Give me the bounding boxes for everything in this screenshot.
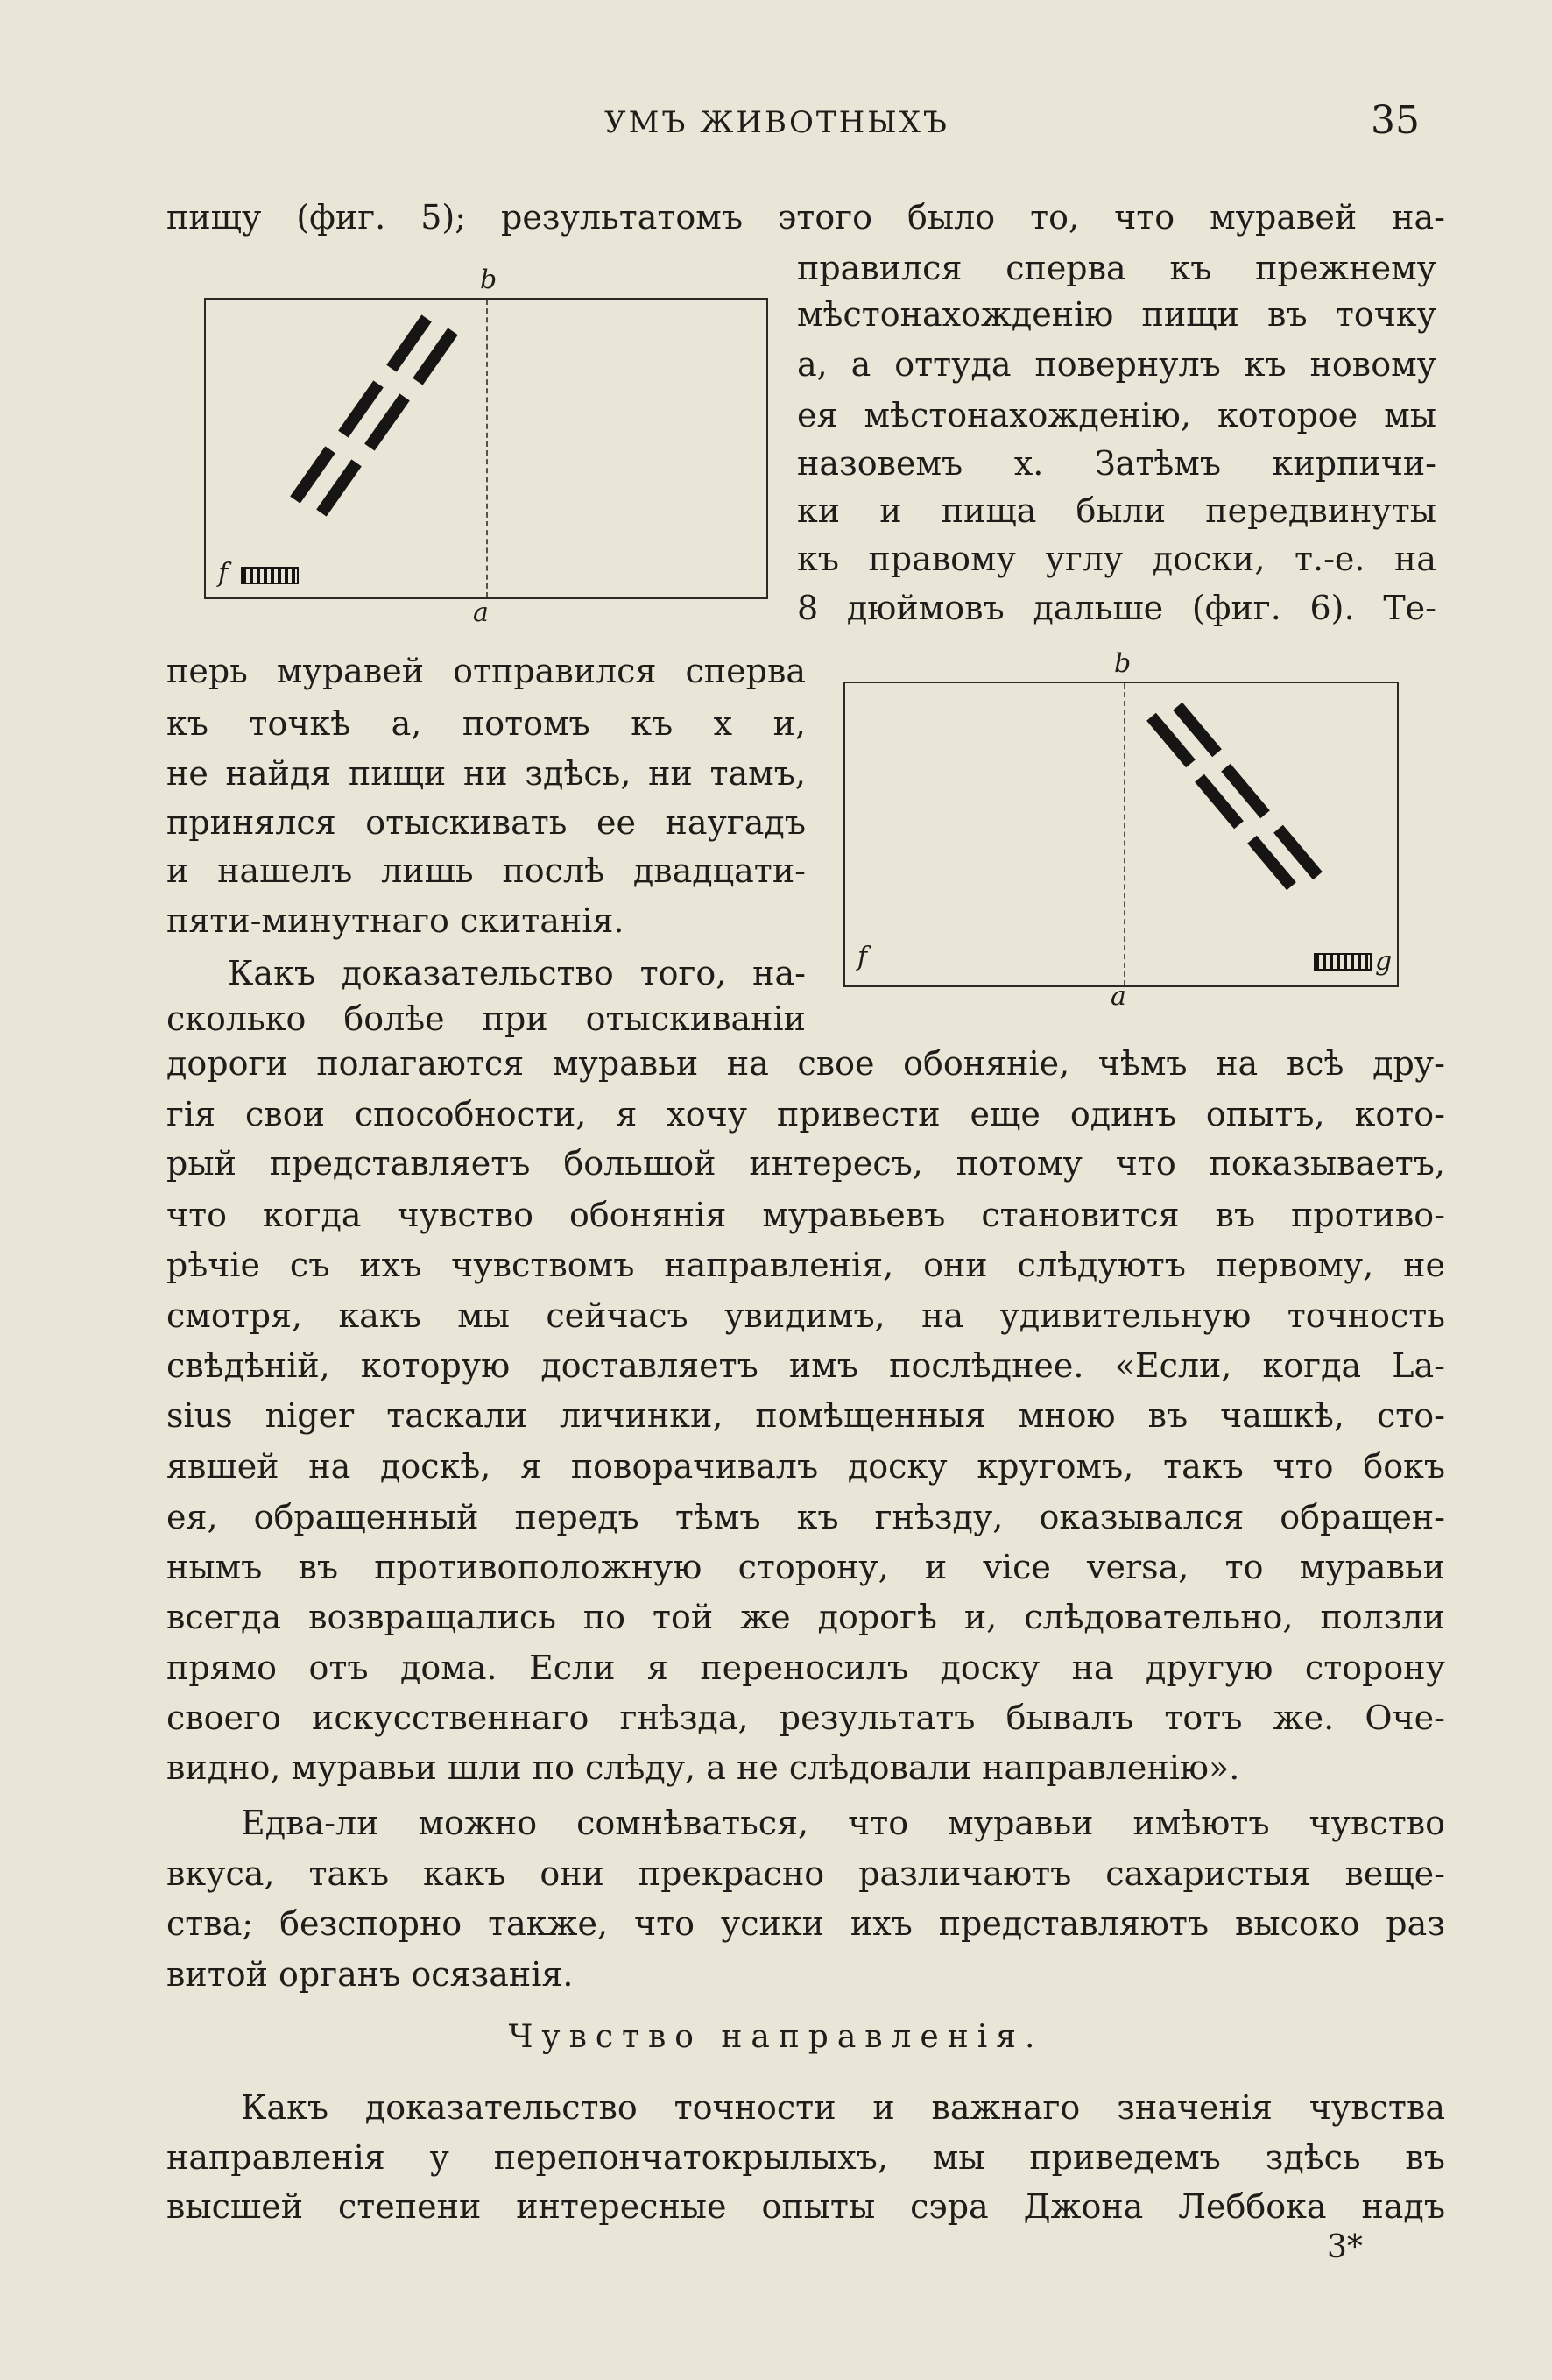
text-line: правился сперва къ прежнему: [797, 249, 1436, 287]
figure-6-diagram: [843, 682, 1399, 987]
text-line: витой органъ осязанія.: [166, 1955, 574, 1994]
text-line: ея, обращенный передъ тѣмъ къ гнѣзду, оказывался обращен-: [166, 1498, 1445, 1536]
figure6-label-g: g: [1375, 946, 1393, 977]
page-number: 35: [1371, 98, 1420, 143]
figure6-label-f: f: [857, 942, 868, 972]
text-line: гія свои способности, я хочу привести еще одинъ опытъ, кото-: [166, 1095, 1445, 1134]
running-title: УМЪ ЖИВОТНЫХЪ: [604, 105, 949, 140]
text-line: къ точкѣ а, потомъ къ х и,: [166, 704, 806, 743]
text-line: пяти-минутнаго скитанія.: [166, 901, 624, 940]
text-line: и нашелъ лишь послѣ двадцати-: [166, 851, 806, 890]
figure5-label-f: f: [218, 558, 229, 589]
text-line: явшей на доскѣ, я поворачивалъ доску кругомъ, такъ что бокъ: [166, 1447, 1445, 1486]
figure6-center-line: [1124, 683, 1125, 985]
text-line: принялся отыскивать ее наугадъ: [166, 803, 806, 842]
text-line: ки и пища были передвинуты: [797, 491, 1436, 530]
text-line: ства; безспорно также, что усики ихъ представляютъ высоко раз: [166, 1904, 1445, 1943]
text-line: къ правому углу доски, т.-е. на: [797, 540, 1436, 578]
figure6-label-b: b: [1114, 648, 1132, 679]
figure5-center-line: [486, 300, 488, 597]
section-heading: Чувство направленія.: [508, 2019, 1044, 2055]
text-line: вкуса, такъ какъ они прекрасно различаютъ сахаристыя веще-: [166, 1854, 1445, 1893]
text-line: прямо отъ дома. Если я переносилъ доску на другую сторону: [166, 1649, 1445, 1687]
text-line: дороги полагаются муравьи на свое обоняніе, чѣмъ на всѣ дру-: [166, 1044, 1445, 1083]
text-line: рый представляетъ большой интересъ, потому что показываетъ,: [166, 1144, 1445, 1183]
text-line: ея мѣстонахожденію, которое мы: [797, 396, 1436, 434]
text-line: видно, муравьи шли по слѣду, а не слѣдовали направленію».: [166, 1748, 1240, 1787]
text-line: смотря, какъ мы сейчасъ увидимъ, на удивительную точность: [166, 1296, 1445, 1335]
figure5-label-b: b: [480, 265, 497, 295]
text-line: сколько болѣе при отыскиваніи: [166, 999, 806, 1038]
food-dish-icon: [1314, 953, 1372, 971]
text-line: что когда чувство обонянія муравьевъ становится въ противо-: [166, 1196, 1445, 1234]
text-line: нымъ въ противоположную сторону, и vice versa, то муравьи: [166, 1548, 1445, 1586]
text-line: a, а оттуда повернулъ къ новому: [797, 345, 1436, 384]
text-line: свѣдѣній, которую доставляетъ имъ послѣднее. «Если, когда La-: [166, 1346, 1445, 1385]
figure6-label-a: a: [1111, 981, 1126, 1012]
text-line: своего искусственнаго гнѣзда, результатъ бывалъ тотъ же. Оче-: [166, 1698, 1445, 1737]
text-line: перь муравей отправился сперва: [166, 652, 806, 690]
text-line: sius niger таскали личинки, помѣщенныя мною въ чашкѣ, сто-: [166, 1396, 1445, 1435]
text-line: направленія у перепончатокрылыхъ, мы приведемъ здѣсь въ: [166, 2138, 1445, 2177]
food-dish-icon: [241, 567, 299, 584]
figure-5-diagram: [204, 298, 768, 599]
text-line: рѣчіе съ ихъ чувствомъ направленія, они слѣдуютъ первому, не: [166, 1246, 1445, 1284]
signature-mark: 3*: [1327, 2229, 1363, 2265]
text-line: Едва-ли можно сомнѣваться, что муравьи имѣютъ чувство: [241, 1804, 1445, 1842]
text-line: не найдя пищи ни здѣсь, ни тамъ,: [166, 754, 806, 793]
text-line: пищу (фиг. 5); результатомъ этого было то, что муравей на-: [166, 198, 1445, 237]
text-line: Какъ доказательство точности и важнаго значенія чувства: [241, 2088, 1445, 2127]
text-line: мѣстонахожденію пищи въ точку: [797, 295, 1436, 334]
text-line: всегда возвращались по той же дорогѣ и, слѣдовательно, ползли: [166, 1598, 1445, 1636]
figure5-label-a: a: [473, 597, 489, 628]
text-line: Какъ доказательство того, на-: [228, 954, 806, 992]
text-line: высшей степени интересные опыты сэра Джона Леббока надъ: [166, 2187, 1445, 2226]
text-line: назовемъ х. Затѣмъ кирпичи-: [797, 444, 1436, 483]
text-line: 8 дюймовъ дальше (фиг. 6). Те-: [797, 589, 1436, 627]
